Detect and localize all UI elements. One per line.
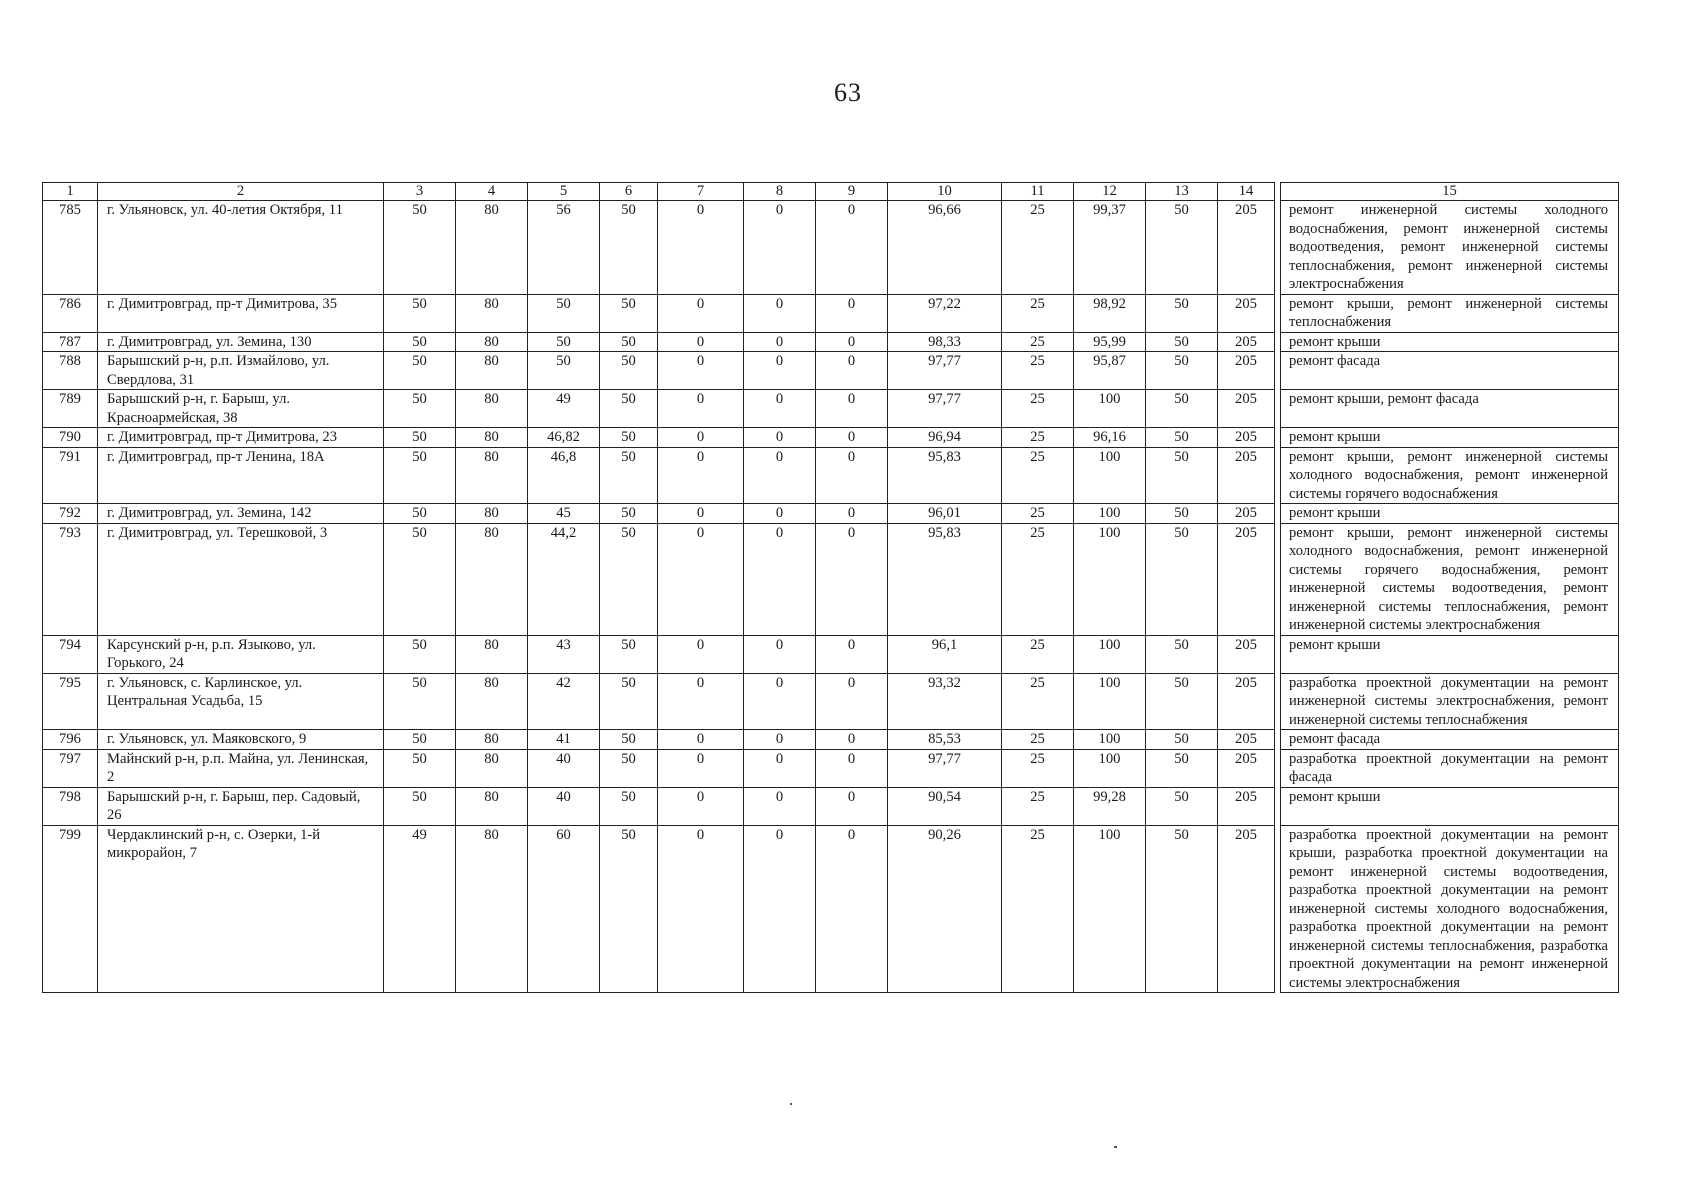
table-row bbox=[43, 294, 1619, 332]
row-number: 789 bbox=[43, 390, 98, 428]
value-cell: 0 bbox=[744, 504, 816, 524]
works-cell: ремонт крыши, ремонт инженерной системы холодного водоснабжения, ремонт инженерной системы горячего водоснабжения bbox=[1281, 447, 1619, 504]
value-cell: 50 bbox=[600, 428, 658, 448]
table-row bbox=[43, 201, 1619, 295]
value-cell: 205 bbox=[1218, 390, 1275, 428]
header-row bbox=[43, 183, 1619, 201]
value-cell: 0 bbox=[816, 352, 888, 390]
column-header: 11 bbox=[1002, 183, 1074, 201]
value-cell: 25 bbox=[1002, 428, 1074, 448]
column-header: 8 bbox=[744, 183, 816, 201]
value-cell: 50 bbox=[384, 390, 456, 428]
value-cell: 50 bbox=[1146, 201, 1218, 295]
column-header: 5 bbox=[528, 183, 600, 201]
address-cell: Чердаклинский р-н, с. Озерки, 1-й микрорайон, 7 bbox=[98, 825, 384, 993]
value-cell: 205 bbox=[1218, 428, 1275, 448]
value-cell: 0 bbox=[658, 332, 744, 352]
value-cell: 95,87 bbox=[1074, 352, 1146, 390]
value-cell: 50 bbox=[384, 635, 456, 673]
value-cell: 80 bbox=[456, 294, 528, 332]
value-cell: 0 bbox=[658, 390, 744, 428]
value-cell: 96,1 bbox=[888, 635, 1002, 673]
value-cell: 50 bbox=[600, 504, 658, 524]
works-cell: ремонт фасада bbox=[1281, 730, 1619, 750]
value-cell: 0 bbox=[744, 635, 816, 673]
row-number: 790 bbox=[43, 428, 98, 448]
value-cell: 25 bbox=[1002, 825, 1074, 993]
value-cell: 50 bbox=[1146, 825, 1218, 993]
value-cell: 80 bbox=[456, 787, 528, 825]
works-cell: ремонт крыши bbox=[1281, 332, 1619, 352]
value-cell: 50 bbox=[1146, 294, 1218, 332]
value-cell: 80 bbox=[456, 428, 528, 448]
value-cell: 205 bbox=[1218, 635, 1275, 673]
value-cell: 50 bbox=[384, 504, 456, 524]
value-cell: 50 bbox=[1146, 787, 1218, 825]
value-cell: 96,66 bbox=[888, 201, 1002, 295]
value-cell: 49 bbox=[384, 825, 456, 993]
value-cell: 95,99 bbox=[1074, 332, 1146, 352]
value-cell: 25 bbox=[1002, 390, 1074, 428]
address-cell: Барышский р-н, р.п. Измайлово, ул. Свердлова, 31 bbox=[98, 352, 384, 390]
value-cell: 0 bbox=[658, 749, 744, 787]
column-header: 10 bbox=[888, 183, 1002, 201]
value-cell: 50 bbox=[1146, 428, 1218, 448]
value-cell: 50 bbox=[600, 730, 658, 750]
value-cell: 45 bbox=[528, 504, 600, 524]
value-cell: 50 bbox=[384, 352, 456, 390]
value-cell: 0 bbox=[658, 825, 744, 993]
value-cell: 205 bbox=[1218, 352, 1275, 390]
works-cell: разработка проектной документации на ремонт крыши, разработка проектной документации на ремонт инженерной системы водоотведения, разработка проектной документации на ремонт инженерной системы холодного водоснабжения, разработка проектной документации на ремонт инженерной системы теплоснабжения, разработка проектной документации на ремонт инженерной системы электроснабжения bbox=[1281, 825, 1619, 993]
value-cell: 50 bbox=[384, 332, 456, 352]
address-cell: г. Димитровград, ул. Земина, 130 bbox=[98, 332, 384, 352]
row-number: 797 bbox=[43, 749, 98, 787]
value-cell: 25 bbox=[1002, 730, 1074, 750]
works-cell: ремонт крыши, ремонт инженерной системы теплоснабжения bbox=[1281, 294, 1619, 332]
value-cell: 50 bbox=[600, 447, 658, 504]
value-cell: 50 bbox=[600, 787, 658, 825]
address-cell: г. Димитровград, ул. Терешковой, 3 bbox=[98, 523, 384, 635]
value-cell: 25 bbox=[1002, 504, 1074, 524]
value-cell: 50 bbox=[1146, 447, 1218, 504]
value-cell: 0 bbox=[816, 673, 888, 730]
value-cell: 25 bbox=[1002, 201, 1074, 295]
value-cell: 0 bbox=[816, 447, 888, 504]
address-cell: г. Димитровград, ул. Земина, 142 bbox=[98, 504, 384, 524]
value-cell: 50 bbox=[600, 352, 658, 390]
value-cell: 95,83 bbox=[888, 447, 1002, 504]
table-row bbox=[43, 787, 1619, 825]
row-number: 788 bbox=[43, 352, 98, 390]
value-cell: 0 bbox=[816, 332, 888, 352]
address-cell: г. Димитровград, пр-т Димитрова, 23 bbox=[98, 428, 384, 448]
value-cell: 205 bbox=[1218, 294, 1275, 332]
value-cell: 43 bbox=[528, 635, 600, 673]
value-cell: 205 bbox=[1218, 730, 1275, 750]
value-cell: 99,37 bbox=[1074, 201, 1146, 295]
value-cell: 41 bbox=[528, 730, 600, 750]
value-cell: 100 bbox=[1074, 504, 1146, 524]
value-cell: 50 bbox=[1146, 749, 1218, 787]
value-cell: 80 bbox=[456, 504, 528, 524]
value-cell: 0 bbox=[744, 428, 816, 448]
value-cell: 40 bbox=[528, 787, 600, 825]
value-cell: 50 bbox=[384, 294, 456, 332]
value-cell: 95,83 bbox=[888, 523, 1002, 635]
works-cell: ремонт фасада bbox=[1281, 352, 1619, 390]
value-cell: 50 bbox=[1146, 390, 1218, 428]
value-cell: 60 bbox=[528, 825, 600, 993]
value-cell: 25 bbox=[1002, 294, 1074, 332]
value-cell: 50 bbox=[600, 635, 658, 673]
value-cell: 46,8 bbox=[528, 447, 600, 504]
value-cell: 0 bbox=[744, 730, 816, 750]
table-row bbox=[43, 447, 1619, 504]
value-cell: 0 bbox=[658, 428, 744, 448]
value-cell: 80 bbox=[456, 447, 528, 504]
value-cell: 0 bbox=[744, 749, 816, 787]
value-cell: 0 bbox=[744, 787, 816, 825]
value-cell: 0 bbox=[658, 730, 744, 750]
value-cell: 0 bbox=[658, 673, 744, 730]
value-cell: 0 bbox=[816, 787, 888, 825]
value-cell: 50 bbox=[600, 201, 658, 295]
value-cell: 50 bbox=[1146, 332, 1218, 352]
value-cell: 25 bbox=[1002, 635, 1074, 673]
value-cell: 25 bbox=[1002, 749, 1074, 787]
column-header: 9 bbox=[816, 183, 888, 201]
table-row bbox=[43, 673, 1619, 730]
address-cell: Майнский р-н, р.п. Майна, ул. Ленинская, 2 bbox=[98, 749, 384, 787]
table-row bbox=[43, 504, 1619, 524]
value-cell: 90,26 bbox=[888, 825, 1002, 993]
value-cell: 0 bbox=[744, 201, 816, 295]
table-row bbox=[43, 749, 1619, 787]
address-cell: г. Ульяновск, ул. 40-летия Октября, 11 bbox=[98, 201, 384, 295]
row-number: 794 bbox=[43, 635, 98, 673]
value-cell: 100 bbox=[1074, 673, 1146, 730]
value-cell: 100 bbox=[1074, 825, 1146, 993]
value-cell: 205 bbox=[1218, 787, 1275, 825]
column-header: 13 bbox=[1146, 183, 1218, 201]
value-cell: 100 bbox=[1074, 749, 1146, 787]
value-cell: 50 bbox=[1146, 352, 1218, 390]
value-cell: 40 bbox=[528, 749, 600, 787]
table-row bbox=[43, 825, 1619, 993]
value-cell: 205 bbox=[1218, 504, 1275, 524]
value-cell: 0 bbox=[816, 294, 888, 332]
value-cell: 44,2 bbox=[528, 523, 600, 635]
works-cell: ремонт крыши bbox=[1281, 635, 1619, 673]
value-cell: 0 bbox=[816, 428, 888, 448]
value-cell: 50 bbox=[1146, 730, 1218, 750]
address-cell: г. Димитровград, пр-т Димитрова, 35 bbox=[98, 294, 384, 332]
value-cell: 205 bbox=[1218, 749, 1275, 787]
value-cell: 0 bbox=[744, 447, 816, 504]
works-cell: ремонт инженерной системы холодного водоснабжения, ремонт инженерной системы водоотведения, ремонт инженерной системы теплоснабжения, ремонт инженерной системы электроснабжения bbox=[1281, 201, 1619, 295]
value-cell: 50 bbox=[384, 428, 456, 448]
table-row bbox=[43, 635, 1619, 673]
value-cell: 0 bbox=[816, 635, 888, 673]
value-cell: 50 bbox=[528, 294, 600, 332]
works-cell: ремонт крыши bbox=[1281, 504, 1619, 524]
value-cell: 0 bbox=[658, 504, 744, 524]
value-cell: 0 bbox=[744, 390, 816, 428]
value-cell: 80 bbox=[456, 825, 528, 993]
row-number: 799 bbox=[43, 825, 98, 993]
works-cell: ремонт крыши, ремонт фасада bbox=[1281, 390, 1619, 428]
value-cell: 80 bbox=[456, 749, 528, 787]
value-cell: 25 bbox=[1002, 787, 1074, 825]
value-cell: 56 bbox=[528, 201, 600, 295]
column-header: 3 bbox=[384, 183, 456, 201]
row-number: 796 bbox=[43, 730, 98, 750]
value-cell: 205 bbox=[1218, 825, 1275, 993]
address-cell: г. Димитровград, пр-т Ленина, 18А bbox=[98, 447, 384, 504]
value-cell: 50 bbox=[384, 730, 456, 750]
column-header: 7 bbox=[658, 183, 744, 201]
value-cell: 100 bbox=[1074, 635, 1146, 673]
address-cell: Карсунский р-н, р.п. Языково, ул. Горького, 24 bbox=[98, 635, 384, 673]
works-cell: разработка проектной документации на ремонт фасада bbox=[1281, 749, 1619, 787]
table-row bbox=[43, 730, 1619, 750]
value-cell: 25 bbox=[1002, 673, 1074, 730]
value-cell: 93,32 bbox=[888, 673, 1002, 730]
column-header: 4 bbox=[456, 183, 528, 201]
value-cell: 98,92 bbox=[1074, 294, 1146, 332]
row-number: 786 bbox=[43, 294, 98, 332]
value-cell: 0 bbox=[816, 390, 888, 428]
column-header: 1 bbox=[43, 183, 98, 201]
value-cell: 50 bbox=[1146, 523, 1218, 635]
value-cell: 0 bbox=[816, 523, 888, 635]
table-row bbox=[43, 523, 1619, 635]
value-cell: 50 bbox=[1146, 673, 1218, 730]
value-cell: 0 bbox=[744, 523, 816, 635]
value-cell: 0 bbox=[658, 201, 744, 295]
value-cell: 205 bbox=[1218, 201, 1275, 295]
column-header: 15 bbox=[1281, 183, 1619, 201]
value-cell: 0 bbox=[658, 635, 744, 673]
value-cell: 0 bbox=[816, 749, 888, 787]
value-cell: 96,94 bbox=[888, 428, 1002, 448]
value-cell: 50 bbox=[600, 294, 658, 332]
address-cell: Барышский р-н, г. Барыш, пер. Садовый, 26 bbox=[98, 787, 384, 825]
column-header: 2 bbox=[98, 183, 384, 201]
scan-speck bbox=[1114, 1146, 1117, 1148]
value-cell: 100 bbox=[1074, 447, 1146, 504]
row-number: 792 bbox=[43, 504, 98, 524]
value-cell: 96,16 bbox=[1074, 428, 1146, 448]
value-cell: 0 bbox=[658, 352, 744, 390]
value-cell: 49 bbox=[528, 390, 600, 428]
value-cell: 100 bbox=[1074, 390, 1146, 428]
works-cell: ремонт крыши, ремонт инженерной системы холодного водоснабжения, ремонт инженерной системы горячего водоснабжения, ремонт инженерной системы водоотведения, ремонт инженерной системы теплоснабжения, ремонт инженерной системы электроснабжения bbox=[1281, 523, 1619, 635]
value-cell: 90,54 bbox=[888, 787, 1002, 825]
table-row bbox=[43, 352, 1619, 390]
value-cell: 205 bbox=[1218, 673, 1275, 730]
value-cell: 50 bbox=[528, 352, 600, 390]
value-cell: 50 bbox=[384, 201, 456, 295]
value-cell: 50 bbox=[1146, 635, 1218, 673]
value-cell: 205 bbox=[1218, 332, 1275, 352]
value-cell: 97,77 bbox=[888, 352, 1002, 390]
value-cell: 50 bbox=[600, 825, 658, 993]
value-cell: 97,77 bbox=[888, 749, 1002, 787]
value-cell: 50 bbox=[528, 332, 600, 352]
value-cell: 96,01 bbox=[888, 504, 1002, 524]
row-number: 785 bbox=[43, 201, 98, 295]
value-cell: 0 bbox=[744, 332, 816, 352]
scan-speck bbox=[790, 1103, 792, 1105]
value-cell: 100 bbox=[1074, 730, 1146, 750]
value-cell: 0 bbox=[658, 447, 744, 504]
value-cell: 80 bbox=[456, 635, 528, 673]
value-cell: 50 bbox=[600, 523, 658, 635]
table-row bbox=[43, 428, 1619, 448]
value-cell: 50 bbox=[384, 673, 456, 730]
value-cell: 80 bbox=[456, 523, 528, 635]
value-cell: 25 bbox=[1002, 523, 1074, 635]
value-cell: 80 bbox=[456, 332, 528, 352]
value-cell: 50 bbox=[1146, 504, 1218, 524]
value-cell: 50 bbox=[384, 447, 456, 504]
value-cell: 25 bbox=[1002, 352, 1074, 390]
value-cell: 99,28 bbox=[1074, 787, 1146, 825]
value-cell: 80 bbox=[456, 352, 528, 390]
row-number: 793 bbox=[43, 523, 98, 635]
value-cell: 205 bbox=[1218, 523, 1275, 635]
value-cell: 0 bbox=[816, 825, 888, 993]
data-table bbox=[42, 182, 1619, 993]
value-cell: 0 bbox=[744, 825, 816, 993]
value-cell: 25 bbox=[1002, 447, 1074, 504]
value-cell: 100 bbox=[1074, 523, 1146, 635]
value-cell: 50 bbox=[384, 749, 456, 787]
value-cell: 25 bbox=[1002, 332, 1074, 352]
value-cell: 50 bbox=[600, 390, 658, 428]
value-cell: 0 bbox=[744, 294, 816, 332]
column-header: 14 bbox=[1218, 183, 1275, 201]
value-cell: 205 bbox=[1218, 447, 1275, 504]
address-cell: г. Ульяновск, с. Карлинское, ул. Центральная Усадьба, 15 bbox=[98, 673, 384, 730]
value-cell: 0 bbox=[658, 523, 744, 635]
value-cell: 0 bbox=[744, 352, 816, 390]
value-cell: 85,53 bbox=[888, 730, 1002, 750]
value-cell: 0 bbox=[816, 201, 888, 295]
row-number: 795 bbox=[43, 673, 98, 730]
value-cell: 50 bbox=[384, 523, 456, 635]
table-row bbox=[43, 390, 1619, 428]
row-number: 798 bbox=[43, 787, 98, 825]
value-cell: 80 bbox=[456, 730, 528, 750]
value-cell: 0 bbox=[816, 504, 888, 524]
address-cell: г. Ульяновск, ул. Маяковского, 9 bbox=[98, 730, 384, 750]
column-header: 6 bbox=[600, 183, 658, 201]
value-cell: 80 bbox=[456, 390, 528, 428]
value-cell: 50 bbox=[600, 332, 658, 352]
value-cell: 0 bbox=[658, 294, 744, 332]
value-cell: 46,82 bbox=[528, 428, 600, 448]
value-cell: 0 bbox=[658, 787, 744, 825]
address-cell: Барышский р-н, г. Барыш, ул. Красноармейская, 38 bbox=[98, 390, 384, 428]
table-row bbox=[43, 332, 1619, 352]
row-number: 791 bbox=[43, 447, 98, 504]
value-cell: 97,77 bbox=[888, 390, 1002, 428]
works-cell: ремонт крыши bbox=[1281, 787, 1619, 825]
value-cell: 50 bbox=[384, 787, 456, 825]
value-cell: 42 bbox=[528, 673, 600, 730]
value-cell: 50 bbox=[600, 749, 658, 787]
column-header: 12 bbox=[1074, 183, 1146, 201]
value-cell: 98,33 bbox=[888, 332, 1002, 352]
row-number: 787 bbox=[43, 332, 98, 352]
value-cell: 80 bbox=[456, 673, 528, 730]
page-number: 63 bbox=[834, 78, 862, 107]
works-cell: разработка проектной документации на ремонт инженерной системы электроснабжения, ремонт инженерной системы теплоснабжения bbox=[1281, 673, 1619, 730]
value-cell: 50 bbox=[600, 673, 658, 730]
value-cell: 0 bbox=[816, 730, 888, 750]
value-cell: 80 bbox=[456, 201, 528, 295]
works-cell: ремонт крыши bbox=[1281, 428, 1619, 448]
value-cell: 0 bbox=[744, 673, 816, 730]
value-cell: 97,22 bbox=[888, 294, 1002, 332]
